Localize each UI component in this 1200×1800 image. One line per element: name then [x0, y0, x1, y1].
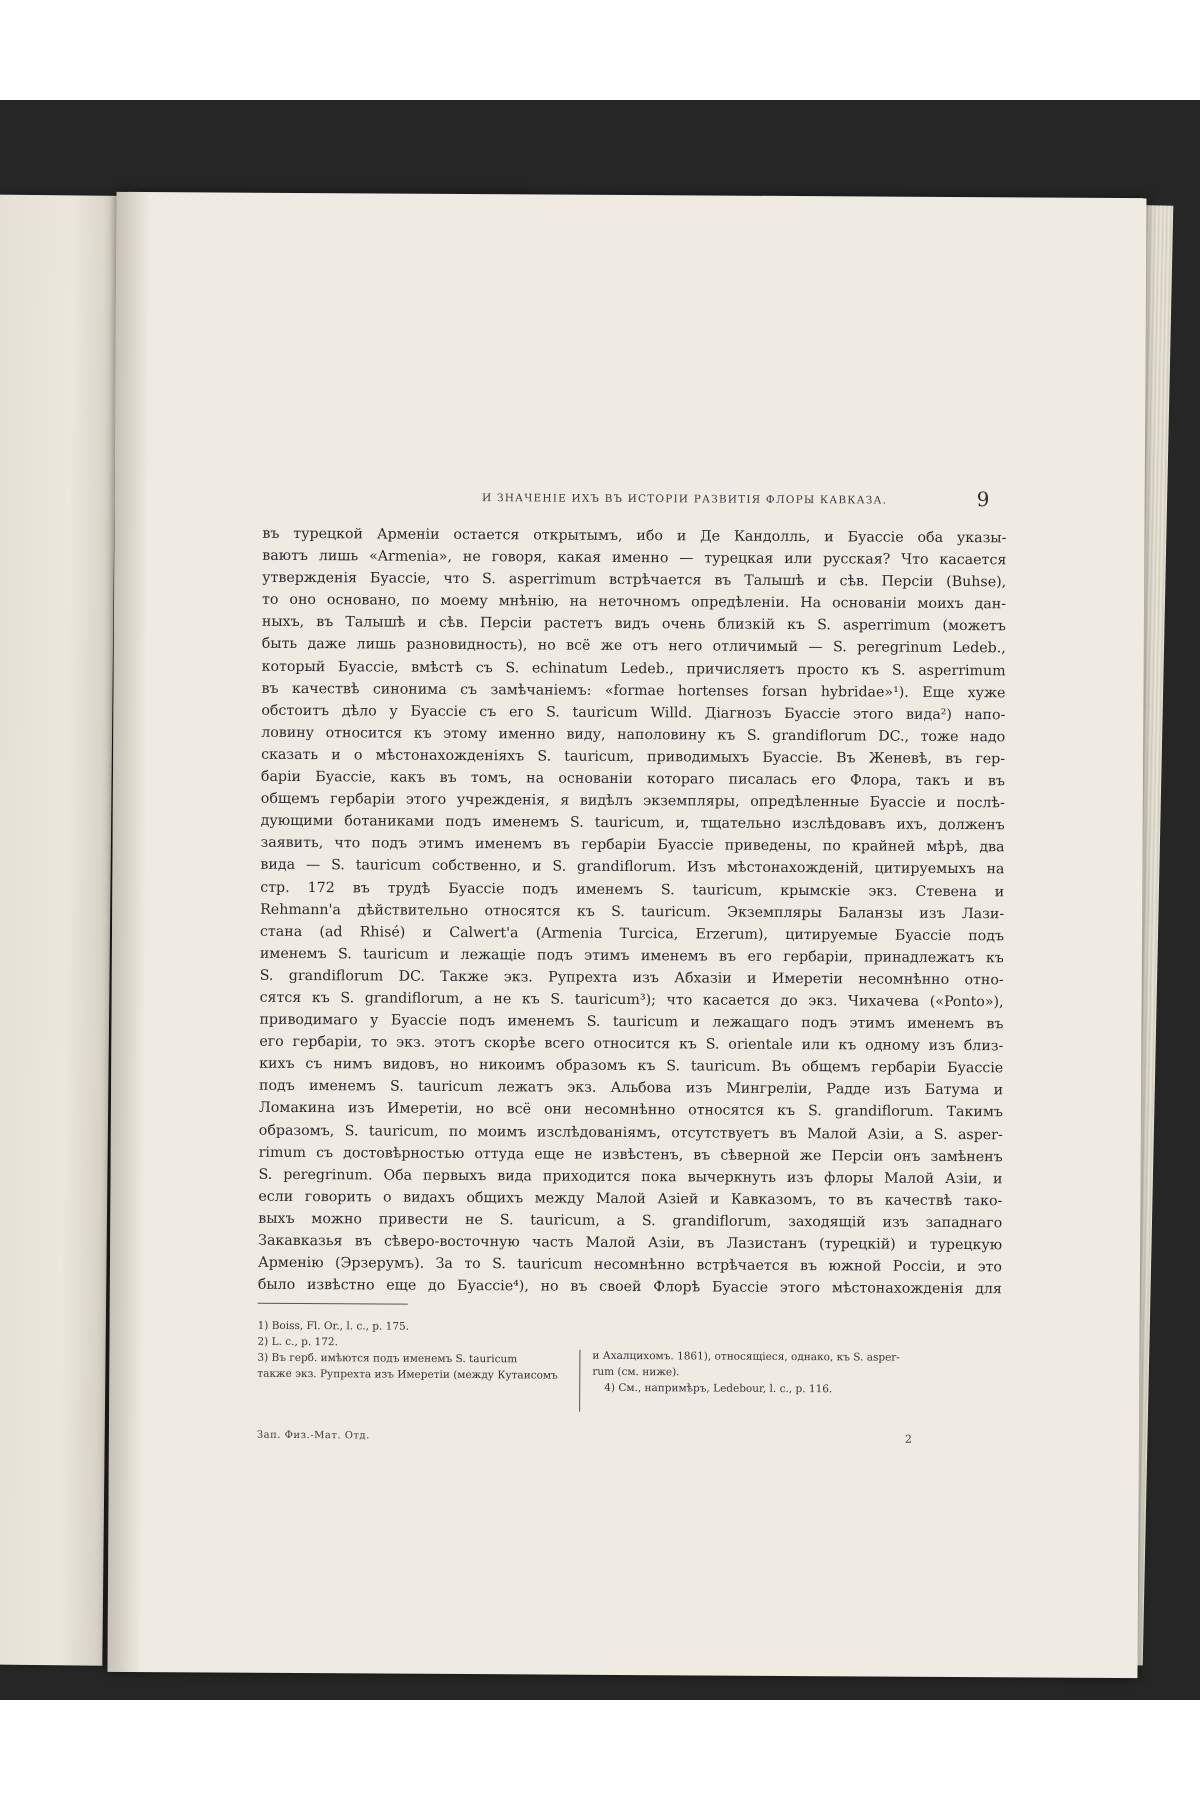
body-line: обстоитъ дѣло у Буассіе съ его S. tauricum Willd. Діагнозъ Буассіе этого вида²) напо-: [261, 702, 1006, 724]
footnotes-right-column: [592, 1348, 922, 1398]
body-line: утвержденія Буассіе, что S. asperrimum встрѣчается въ Талышѣ и сѣв. Персіи (Buhse),: [262, 569, 1007, 591]
body-line: быть даже лишь разновидность), но всё же отъ него отличимый — S. peregrinum Ledeb.,: [261, 636, 1006, 657]
body-line: стр. 172 въ трудѣ Буассіе подъ именемъ S. tauricum, крымскіе экз. Стевена и: [260, 879, 1005, 900]
scan-frame: [0, 100, 1200, 1700]
body-line: если говорить о видахъ общихъ между Малой Азіей и Кавказомъ, то въ качествѣ тако-: [258, 1188, 1003, 1210]
book-page: [107, 192, 1146, 1678]
body-line: то оно основано, по моему мнѣнію, на неточномъ опредѣленіи. На основаніи моихъ дан-: [261, 592, 1007, 613]
body-line: кихъ съ нимъ видовъ, но никоимъ образомъ къ S. tauricum. Въ общемъ гербаріи Буассіе: [259, 1056, 1004, 1077]
body-line: S. peregrinum. Оба первыхъ вида приходится пока вычеркнуть изъ флоры Малой Азіи, и: [258, 1166, 1003, 1188]
sheet-number: 2: [904, 1432, 912, 1446]
body-line: ваютъ лишь «Armenia», не говоря, какая именно — турецкая или русская? Что касается: [262, 547, 1007, 569]
body-line: общемъ гербаріи этого учрежденія, я видѣлъ экземпляры, опредѣленные Буассіе и послѣ-: [260, 790, 1005, 812]
body-line: rimum съ достовѣрностью оттуда еще не извѣстенъ, въ сѣверной же Персіи онъ замѣненъ: [258, 1144, 1003, 1165]
footnote-line: также экз. Рупрехта изъ Имеретіи (между Кутаисомъ: [257, 1367, 558, 1382]
body-line: выхъ можно привести не S. tauricum, а S. grandiflorum, заходящій изъ западнаго: [258, 1210, 1003, 1232]
footnotes: [257, 1318, 1002, 1483]
body-line: баріи Буассіе, какъ въ томъ, на основаніи котораго писалась его Флора, такъ и въ: [260, 768, 1005, 790]
body-line: S. grandiflorum DC. Также экз. Рупрехта изъ Абхазіи и Имеретіи несомнѣнно отно-: [259, 967, 1004, 989]
body-line: было извѣстно еще до Буассіе⁴), но въ своей Флорѣ Буассіе этого мѣстонахожденія для: [257, 1276, 1002, 1298]
body-line: сказать и о мѣстонахожденіяхъ S. tauricum, приводимыхъ Буассіе. Въ Женевѣ, въ гер-: [261, 746, 1006, 768]
body-line: ныхъ, въ Талышѣ и сѣв. Персіи растетъ видъ очень близкій къ S. asperrimum (можетъ: [261, 614, 1006, 635]
body-line: стана (ad Rhisé) и Calwert'а (Armenia Turcica, Erzerum), цитируемые Буассіе подъ: [259, 923, 1005, 944]
body-line: сятся къ S. grandiflorum, а не къ S. tauricum³); что касается до экз. Чихачева («Ponto»),: [259, 989, 1004, 1011]
body-line: подъ именемъ S. tauricum лежатъ экз. Альбова изъ Мингреліи, Радде изъ Батума и: [259, 1078, 1004, 1099]
body-line: въ турецкой Арменіи остается открытымъ, ибо и Де Кандолль, и Буассіе оба указы-: [262, 525, 1007, 547]
body-line: приводимаго у Буассіе подъ именемъ S. tauricum и лежащаго подъ этимъ именемъ въ: [259, 1011, 1004, 1033]
running-header: И ЗНАЧЕНІЕ ИХЪ ВЪ ИСТОРІИ РАЗВИТІЯ ФЛОРЫ КАВКАЗА.: [482, 492, 888, 507]
body-line: образомъ, S. tauricum, по моимъ изслѣдованіямъ, отсутствуетъ въ Малой Азіи, а S. asper-: [258, 1122, 1003, 1143]
body-line: Закавказья въ сѣверо-восточную часть Малой Азіи, въ Лазистанъ (турецкій) и турецкую: [258, 1232, 1003, 1254]
body-line: Rehmann'а дѣйствительно относятся къ S. tauricum. Экземпляры Баланзы изъ Лази-: [260, 901, 1005, 922]
footnote-line: 1) Boiss, Fl. Or., l. c., p. 175.: [257, 1319, 410, 1333]
printer-signature: Зап. Физ.-Мат. Отд.: [256, 1429, 370, 1442]
body-line: заявить, что подъ этимъ именемъ въ гербаріи Буассіе приведены, по крайней мѣрѣ, два: [260, 835, 1005, 856]
footnote-line: 2) L. c., p. 172.: [257, 1335, 338, 1349]
footnote-rule: [258, 1303, 408, 1305]
body-line: ловину относится къ этому именно виду, наполовину къ S. grandiflorum DC., тоже надо: [261, 724, 1006, 746]
body-line: именемъ S. tauricum и лежащіе подъ этимъ именемъ въ его гербаріи, принадлежатъ къ: [259, 945, 1004, 967]
footnote-column-divider: [579, 1350, 580, 1412]
footnote-line: 4) См., напримѣръ, Ledebour, l. c., p. 116.: [604, 1381, 833, 1396]
footnote-line: 3) Въ герб. имѣются подъ именемъ S. tauricum: [257, 1351, 518, 1366]
left-page-edge: [0, 194, 118, 1665]
footnote-line: и Ахалцихомъ. 1861), относящіеся, однако, къ S. asper-: [592, 1349, 900, 1364]
body-text: [258, 523, 1007, 1301]
page-number: 9: [976, 487, 990, 512]
body-line: Арменію (Эрзерумъ). За то S. tauricum несомнѣнно встрѣчается въ южной Россіи, и это: [257, 1254, 1003, 1276]
footnote-line: rum (см. ниже).: [592, 1365, 680, 1379]
body-line: который Буассіе, вмѣстѣ съ S. echinatum Ledeb., причисляетъ просто къ S. asperrimum: [261, 658, 1006, 679]
body-line: его гербаріи, то экз. этотъ скорѣе всего относится къ S. orientale или къ одному изъ близ-: [259, 1033, 1004, 1055]
body-line: дующими ботаниками подъ именемъ S. tauricum, и, тщательно изслѣдовавъ ихъ, долженъ: [260, 812, 1005, 834]
body-line: вида — S. tauricum собственно, и S. grandiflorum. Изъ мѣстонахожденій, цитируемыхъ на: [260, 857, 1005, 878]
body-line: Ломакина изъ Имеретіи, но всё они несомнѣнно относятся къ S. grandiflorum. Такимъ: [258, 1100, 1003, 1121]
body-line: въ качествѣ синонима съ замѣчаніемъ: «formae hortenses forsan hybridae»¹). Еще хуже: [261, 680, 1006, 701]
footnotes-left-column: [257, 1318, 569, 1384]
